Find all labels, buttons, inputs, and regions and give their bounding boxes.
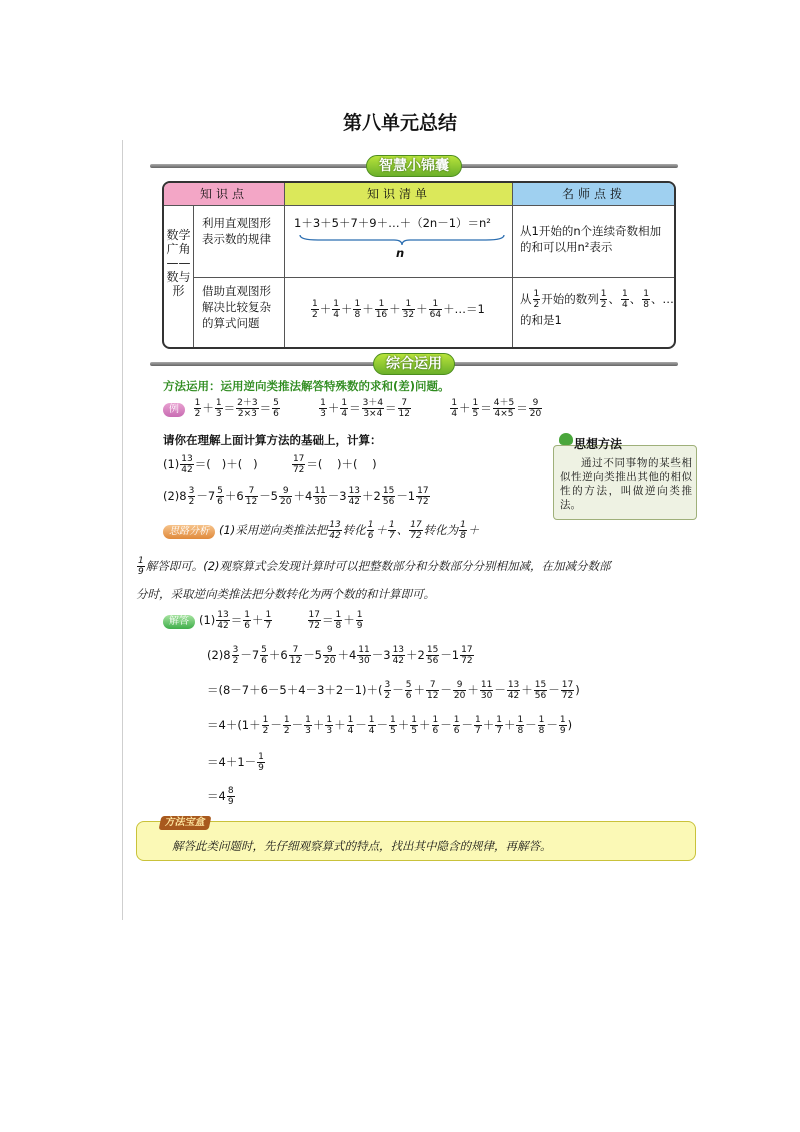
table-header-point: 知识点 xyxy=(164,183,284,206)
method-box-tag: 方法宝盒 xyxy=(159,816,212,830)
table-header-tip: 名师点拨 xyxy=(512,183,675,206)
row2-point: 借助直观图形解决比较复杂的算式问题 xyxy=(202,284,271,330)
banner-wisdom-label: 智慧小锦囊 xyxy=(366,155,462,177)
table-side-label: 数学广角——数与形 xyxy=(164,206,194,349)
solution-line-5: ＝4＋1－ $\frac{1}{9}$ xyxy=(207,752,264,773)
example-tag: 例 xyxy=(163,403,185,417)
solution-line-1: 解答 (1) $\frac{13}{42}$ ＝ $\frac{1}{6}$ ＋ $\frac{1}{7}$ $\frac{17}{72}$ ＝ $\frac{1}{8}$ ＋ $\frac{1}{9}$ xyxy=(163,610,364,631)
row2-tip: 从 $\frac{1}{2}$ 开始的数列 $\frac{1}{2}$ 、 $\frac{1}{4}$ 、 $\frac{1}{8}$ 、…的和是1 xyxy=(520,289,674,327)
question-1: (1) $\frac{13}{42}$ ＝( )＋( ) $\frac{17}{72}$ ＝( )＋( ) xyxy=(163,454,377,475)
solution-line-3: ＝(8－7＋6－5＋4－3＋2－1)＋( $\frac{3}{2}$ － $\frac{5}{6}$ ＋ $\frac{7}{12}$ － $\frac{9}{20}$ ＋ $\frac{11}{30}$ － $\frac{13}{42}$ ＋ $\frac{15}{56}$ － $\frac{17}{72}$ ) xyxy=(207,680,580,701)
method-line: 方法运用：运用逆向类推法解答特殊数的求和(差)问题。 xyxy=(163,379,450,393)
question-2: (2)8 $\frac{3}{2}$ －7 $\frac{5}{6}$ ＋6 $\frac{7}{12}$ －5 $\frac{9}{20}$ ＋4 $\frac{11}{30}$ －3 $\frac{13}{42}$ ＋2 $\frac{15}{56}$ －1 $\frac{17}{72}$ xyxy=(163,486,429,507)
row1-list: 1＋3＋5＋7＋9＋…＋（2n－1）＝n² xyxy=(294,216,491,230)
row1-tip: 从1开始的n个连续奇数相加的和可以用n²表示 xyxy=(520,224,662,254)
analysis-line-3: 分时，采取逆向类推法把分数转化为两个数的和计算即可。 xyxy=(136,587,435,601)
frog-icon xyxy=(559,433,573,445)
example-line: 例 $\frac{1}{2}$ ＋ $\frac{1}{3}$ ＝ $\frac{2+3}{2\times 3}$ ＝ $\frac{5}{6}$ $\frac{1}{3}$ ＋ $\frac{1}{4}$ ＝ $\frac{3+4}{3\times 4}$ ＝ $\frac{7}{12}$ $\frac{1}{4}$ ＋ $\frac{1}{5}$ ＝ $\frac{4+5}{4\times 5}$ ＝ $\frac{9}{20}$ xyxy=(163,398,543,419)
banner-wisdom xyxy=(150,155,678,177)
analysis-line-1: 思路分析 (1)采用逆向类推法把 $\frac{13}{42}$ 转化 $\frac{1}{6}$ ＋ $\frac{1}{7}$ 、 $\frac{17}{72}$ 转化为 $\frac{1}{8}$ ＋ xyxy=(163,520,479,541)
analysis-tag: 思路分析 xyxy=(163,525,215,539)
row1-brace-label: n xyxy=(396,246,405,260)
analysis-line-2: $\frac{1}{9}$ 解答即可。(2)观察算式会发现计算时可以把整数部分和分数部分分别相加减，在加减分数部 xyxy=(138,556,611,577)
page-title: 第八单元总结 xyxy=(342,112,457,134)
row1-point: 利用直观图形表示数的规律 xyxy=(202,216,271,246)
table-header-list: 知识清单 xyxy=(284,183,513,206)
solution-line-4: ＝4＋(1＋ $\frac{1}{2}$ － $\frac{1}{2}$ － $\frac{1}{3}$ ＋ $\frac{1}{3}$ ＋ $\frac{1}{4}$ － $\frac{1}{4}$ － $\frac{1}{5}$ ＋ $\frac{1}{5}$ ＋ $\frac{1}{6}$ － $\frac{1}{6}$ － $\frac{1}{7}$ ＋ $\frac{1}{7}$ ＋ $\frac{1}{8}$ － $\frac{1}{8}$ － $\frac{1}{9}$ ) xyxy=(207,715,573,736)
margin-line xyxy=(122,140,123,920)
banner-apply xyxy=(150,353,678,375)
method-box-text: 解答此类问题时，先仔细观察算式的特点，找出其中隐含的规律，再解答。 xyxy=(172,839,552,853)
solution-line-2: (2)8 $\frac{3}{2}$ －7 $\frac{5}{6}$ ＋6 $\frac{7}{12}$ －5 $\frac{9}{20}$ ＋4 $\frac{11}{30}$ －3 $\frac{13}{42}$ ＋2 $\frac{15}{56}$ －1 $\frac{17}{72}$ xyxy=(207,645,473,666)
row2-list: $\frac{1}{2}$ ＋ $\frac{1}{4}$ ＋ $\frac{1}{8}$ ＋ $\frac{1}{16}$ ＋ $\frac{1}{32}$ ＋ $\frac{1}{64}$ ＋…＝1 xyxy=(312,299,485,320)
think-title: 思想方法 xyxy=(574,437,623,451)
think-body: 通过不同事物的某些相似性逆向类推出其他的相似性的方法，叫做逆向类推法。 xyxy=(560,457,692,511)
knowledge-table xyxy=(162,181,676,349)
banner-apply-label: 综合运用 xyxy=(373,353,455,375)
instruction-line: 请你在理解上面计算方法的基础上，计算： xyxy=(163,433,382,447)
solution-tag: 解答 xyxy=(163,615,195,629)
solution-line-6: ＝4 $\frac{8}{9}$ xyxy=(207,786,234,807)
